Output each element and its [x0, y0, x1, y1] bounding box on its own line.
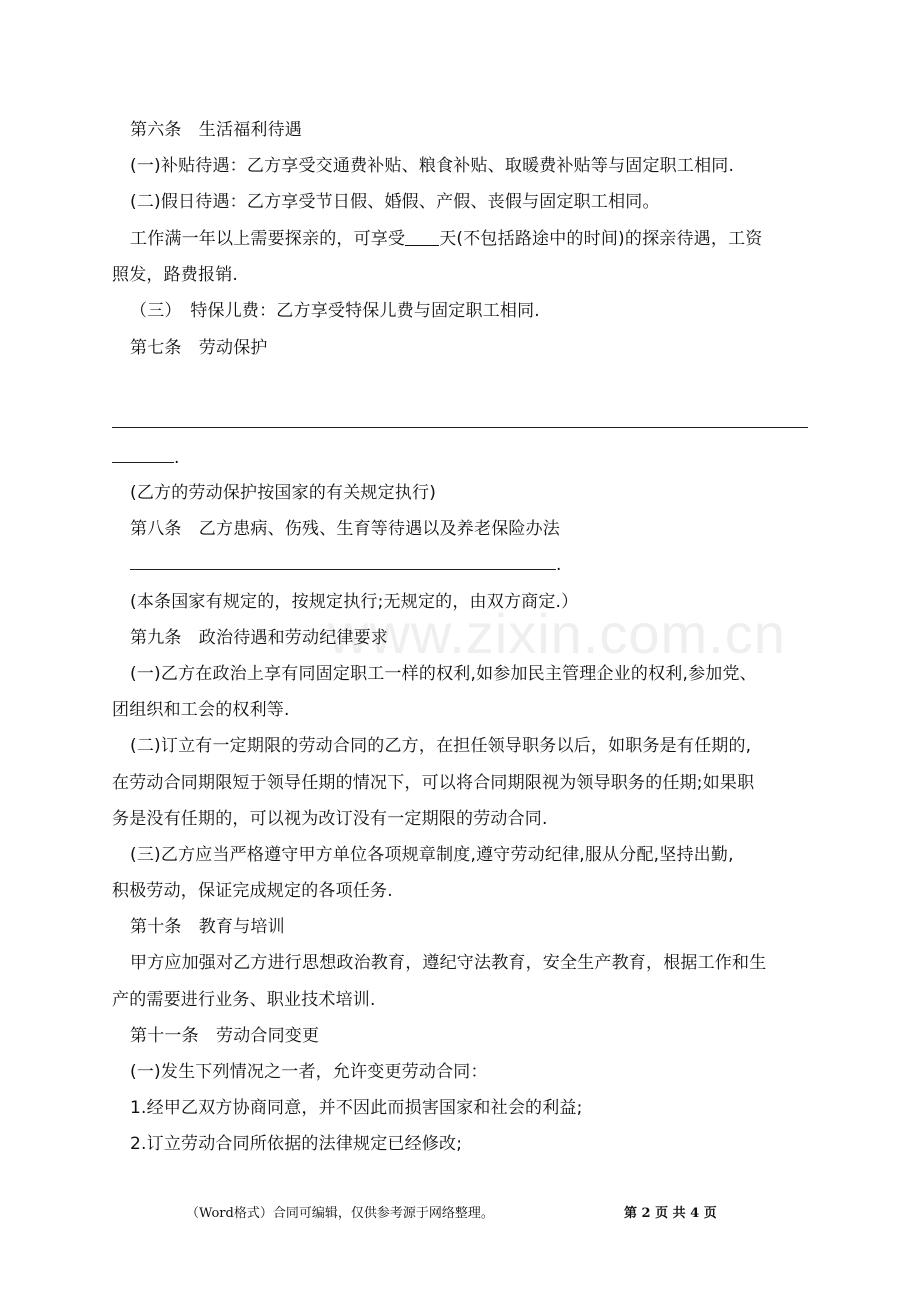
- page-number: 第 2 页 共 4 页: [624, 1206, 717, 1221]
- article-6-heading: 第六条 生活福利待遇: [130, 120, 302, 140]
- paragraph-line: (一)乙方在政治上享有同固定职工一样的权利,如参加民主管理企业的权利,参加党、: [130, 664, 757, 684]
- fill-in-line: [112, 427, 808, 428]
- paragraph-line: (乙方的劳动保护按国家的有关规定执行): [130, 483, 437, 503]
- paragraph-line: 2.订立劳动合同所依据的法律规定已经修改;: [130, 1134, 463, 1154]
- footer-note: （Word格式）合同可编辑，仅供参考源于网络整理。: [186, 1206, 494, 1221]
- paragraph-line: (二)订立有一定期限的劳动合同的乙方，在担任领导职务以后，如职务是有任期的,: [130, 736, 752, 756]
- paragraph-line: 照发，路费报销.: [112, 265, 239, 285]
- fill-in-line: [112, 462, 174, 463]
- paragraph-line: (二)假日待遇：乙方享受节日假、婚假、产假、丧假与固定职工相同。: [130, 192, 660, 212]
- paragraph-line: 产的需要进行业务、职业技术培训.: [112, 990, 376, 1010]
- paragraph-line: (三)乙方应当严格遵守甲方单位各项规章制度,遵守劳动纪律,服从分配,坚持出勤,: [130, 845, 734, 865]
- paragraph-line: .: [174, 448, 180, 468]
- paragraph-line: 在劳动合同期限短于领导任期的情况下，可以将合同期限视为领导职务的任期;如果职: [112, 773, 755, 793]
- article-9-heading: 第九条 政治待遇和劳动纪律要求: [130, 628, 388, 648]
- article-10-heading: 第十条 教育与培训: [130, 917, 285, 937]
- paragraph-line: (本条国家有规定的，按规定执行;无规定的，由双方商定.）: [130, 592, 579, 612]
- paragraph-line: [130, 227, 762, 251]
- paragraph-line: 团组织和工会的权利等.: [112, 700, 290, 720]
- paragraph-line: 务是没有任期的，可以视为改订没有一定期限的劳动合同.: [112, 809, 548, 829]
- article-11-heading: 第十一条 劳动合同变更: [130, 1026, 320, 1046]
- paragraph-line: 甲方应加强对乙方进行思想政治教育，遵纪守法教育，安全生产教育，根据工作和生: [130, 953, 767, 973]
- paragraph-line: 积极劳动，保证完成规定的各项任务.: [112, 881, 393, 901]
- paragraph-line: 1.经甲乙双方协商同意，并不因此而损害国家和社会的利益;: [130, 1098, 583, 1118]
- text-segment: 工作满一年以上需要探亲的，可享受: [130, 229, 406, 249]
- article-8-heading: 第八条 乙方患病、伤残、生育等待遇以及养老保险办法: [130, 519, 560, 539]
- watermark: www.zixin.com.cn: [328, 602, 786, 665]
- paragraph-line: .: [556, 555, 562, 575]
- paragraph-line: （三） 特保儿费：乙方享受特保儿费与固定职工相同.: [130, 301, 540, 321]
- fill-in-line: [130, 569, 556, 570]
- paragraph-line: (一)补贴待遇：乙方享受交通费补贴、粮食补贴、取暖费补贴等与固定职工相同.: [130, 156, 735, 176]
- article-7-heading: 第七条 劳动保护: [130, 338, 268, 358]
- fill-in-blank: [405, 228, 439, 246]
- paragraph-line: (一)发生下列情况之一者，允许变更劳动合同：: [130, 1062, 488, 1082]
- text-segment: 天(不包括路途中的时间)的探亲待遇，工资: [439, 229, 763, 249]
